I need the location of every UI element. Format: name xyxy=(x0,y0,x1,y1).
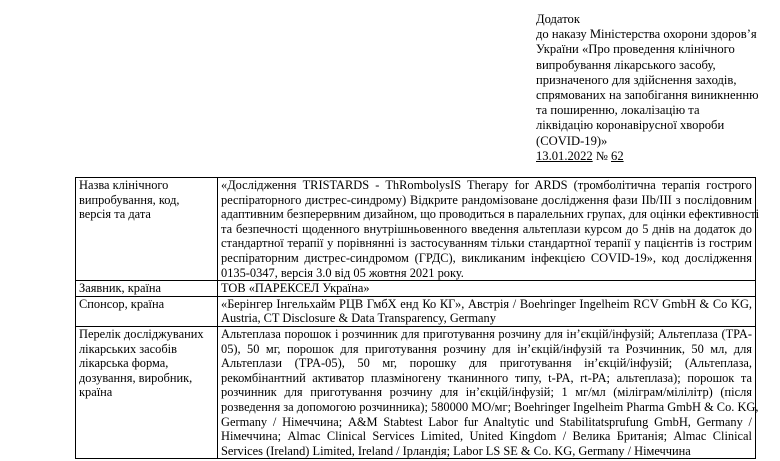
sponsor-value-cell xyxy=(218,296,756,326)
products-label-line: лікарських засобів xyxy=(79,341,177,356)
study-title-line: респіраторного дистрес-синдрому) Відкрите рандомізоване дослідження фази IIb/III з послідовним xyxy=(221,192,752,207)
table-row-products xyxy=(76,326,756,458)
applicant-label-cell xyxy=(76,281,218,297)
products-line: Services (Ireland) Limited, Ireland / Ірландія; Labor LS SE & Co. KG, Germany / Німеччина xyxy=(221,443,691,458)
annex-line: до наказу Міністерства охорони здоров’я xyxy=(536,27,757,42)
annex-line: ліквідацію коронавірусної хвороби xyxy=(536,118,725,133)
annex-line: призначеного для здійснення заходів, xyxy=(536,72,737,87)
products-line: 05), 50 мг, порошок для приготування розчину для ін’єкцій/інфузій та Розчинник, 50 мл, для xyxy=(221,341,752,356)
sponsor-label-cell xyxy=(76,296,218,326)
study-label-line: випробування, код, xyxy=(79,192,180,207)
table-row-study xyxy=(76,178,756,281)
products-line: Germany / Німеччина; A&M Stabtest Labor fur Analtytic und Stabilitatsprufung GmbH, Germany / xyxy=(221,414,752,429)
annex-line: спрямованих на запобігання виникненню xyxy=(536,88,759,103)
products-value-cell xyxy=(218,326,759,458)
sponsor-line: Austria, CT Disclosure & Data Transparency, Germany xyxy=(221,311,496,326)
trial-info-table xyxy=(75,177,760,459)
table-row-applicant xyxy=(76,281,756,297)
products-line: Альтеплаза порошок і розчинник для приготування розчину для ін’єкцій/інфузій; Альтеплаза (TPA- xyxy=(221,326,752,341)
annex-line: (COVID-19)» xyxy=(536,133,608,148)
order-number: 62 xyxy=(611,148,624,163)
annex-line: випробування лікарського засобу, xyxy=(536,57,716,72)
order-date: 13.01.2022 xyxy=(536,148,593,163)
study-title-line: респіраторним дистрес-синдромом (ГРДС), викликаним інфекцією COVID-19», код дослідження xyxy=(221,250,752,265)
study-title-line: адаптивним безперервним дизайном, що проводиться в паралельних групах, для оцінки ефективності xyxy=(221,207,760,222)
study-value-cell xyxy=(218,178,760,281)
order-number-sign: № xyxy=(595,148,608,163)
products-line: розведення за допомогою розчинника); 580000 МО/мг; Boehringer Ingelheim Pharma GmbH & Co. KG, xyxy=(221,399,759,414)
study-label-line: Назва клінічного xyxy=(79,178,169,192)
annex-header xyxy=(536,12,776,164)
applicant-value: ТОВ «ПАРЕКСЕЛ Україна» xyxy=(221,281,370,296)
products-label-line: країна xyxy=(79,385,113,400)
annex-line: та поширенню, локалізацію та xyxy=(536,103,700,118)
products-label-line: дозування, виробник, xyxy=(79,370,193,385)
annex-line: України «Про проведення клінічного xyxy=(536,42,735,57)
study-title-line: 0135-0347, версія 3.0 від 05 жовтня 2021 року. xyxy=(221,265,464,280)
products-label-line: Перелік досліджуваних xyxy=(79,326,204,341)
study-title-line: «Дослідження TRISTARDS - ThRombolysIS Therapy for ARDS (тромболітична терапія гострого xyxy=(221,178,752,192)
products-line: Альтеплази (TPA-05), 50 мг, порошку для приготування ін’єкцій/інфузій; (Альтеплаза, xyxy=(221,356,752,371)
study-title-line: стандартної терапії у порівнянні із застосуванням тільки стандартної терапії у пацієнтів із гострим xyxy=(221,236,752,251)
order-date-number xyxy=(536,149,776,164)
products-line: рекомбінантний активатор плазміногену тканинного типу, t-PA, rt-PA; альтеплаза); порошок та xyxy=(221,370,752,385)
study-label-cell xyxy=(76,178,218,281)
applicant-value-cell xyxy=(218,281,756,297)
products-line: розчинник для приготування розчину для ін’єкцій/інфузій; 1 мг/мл (міліграм/мілілітр) (після xyxy=(221,385,752,400)
applicant-label: Заявник, країна xyxy=(79,281,162,296)
study-label-line: версія та дата xyxy=(79,207,151,222)
products-label-line: лікарська форма, xyxy=(79,356,169,371)
sponsor-label: Спонсор, країна xyxy=(79,296,165,311)
products-line: Німеччина; Almac Clinical Services Limited, United Kingdom / Велика Британія; Almac Clinical xyxy=(221,429,752,444)
table-row-sponsor xyxy=(76,296,756,326)
products-label-cell xyxy=(76,326,218,458)
annex-heading: Додаток xyxy=(536,12,580,26)
study-title-line: та безпечності щоденного внутрішньовенного введення альтеплази курсом до 5 днів на додаток до xyxy=(221,221,752,236)
sponsor-line: «Берінгер Інгельхайм РЦВ ГмбХ енд Ко КГ», Австрія / Boehringer Ingelheim RCV GmbH & Co KG, xyxy=(221,296,752,311)
